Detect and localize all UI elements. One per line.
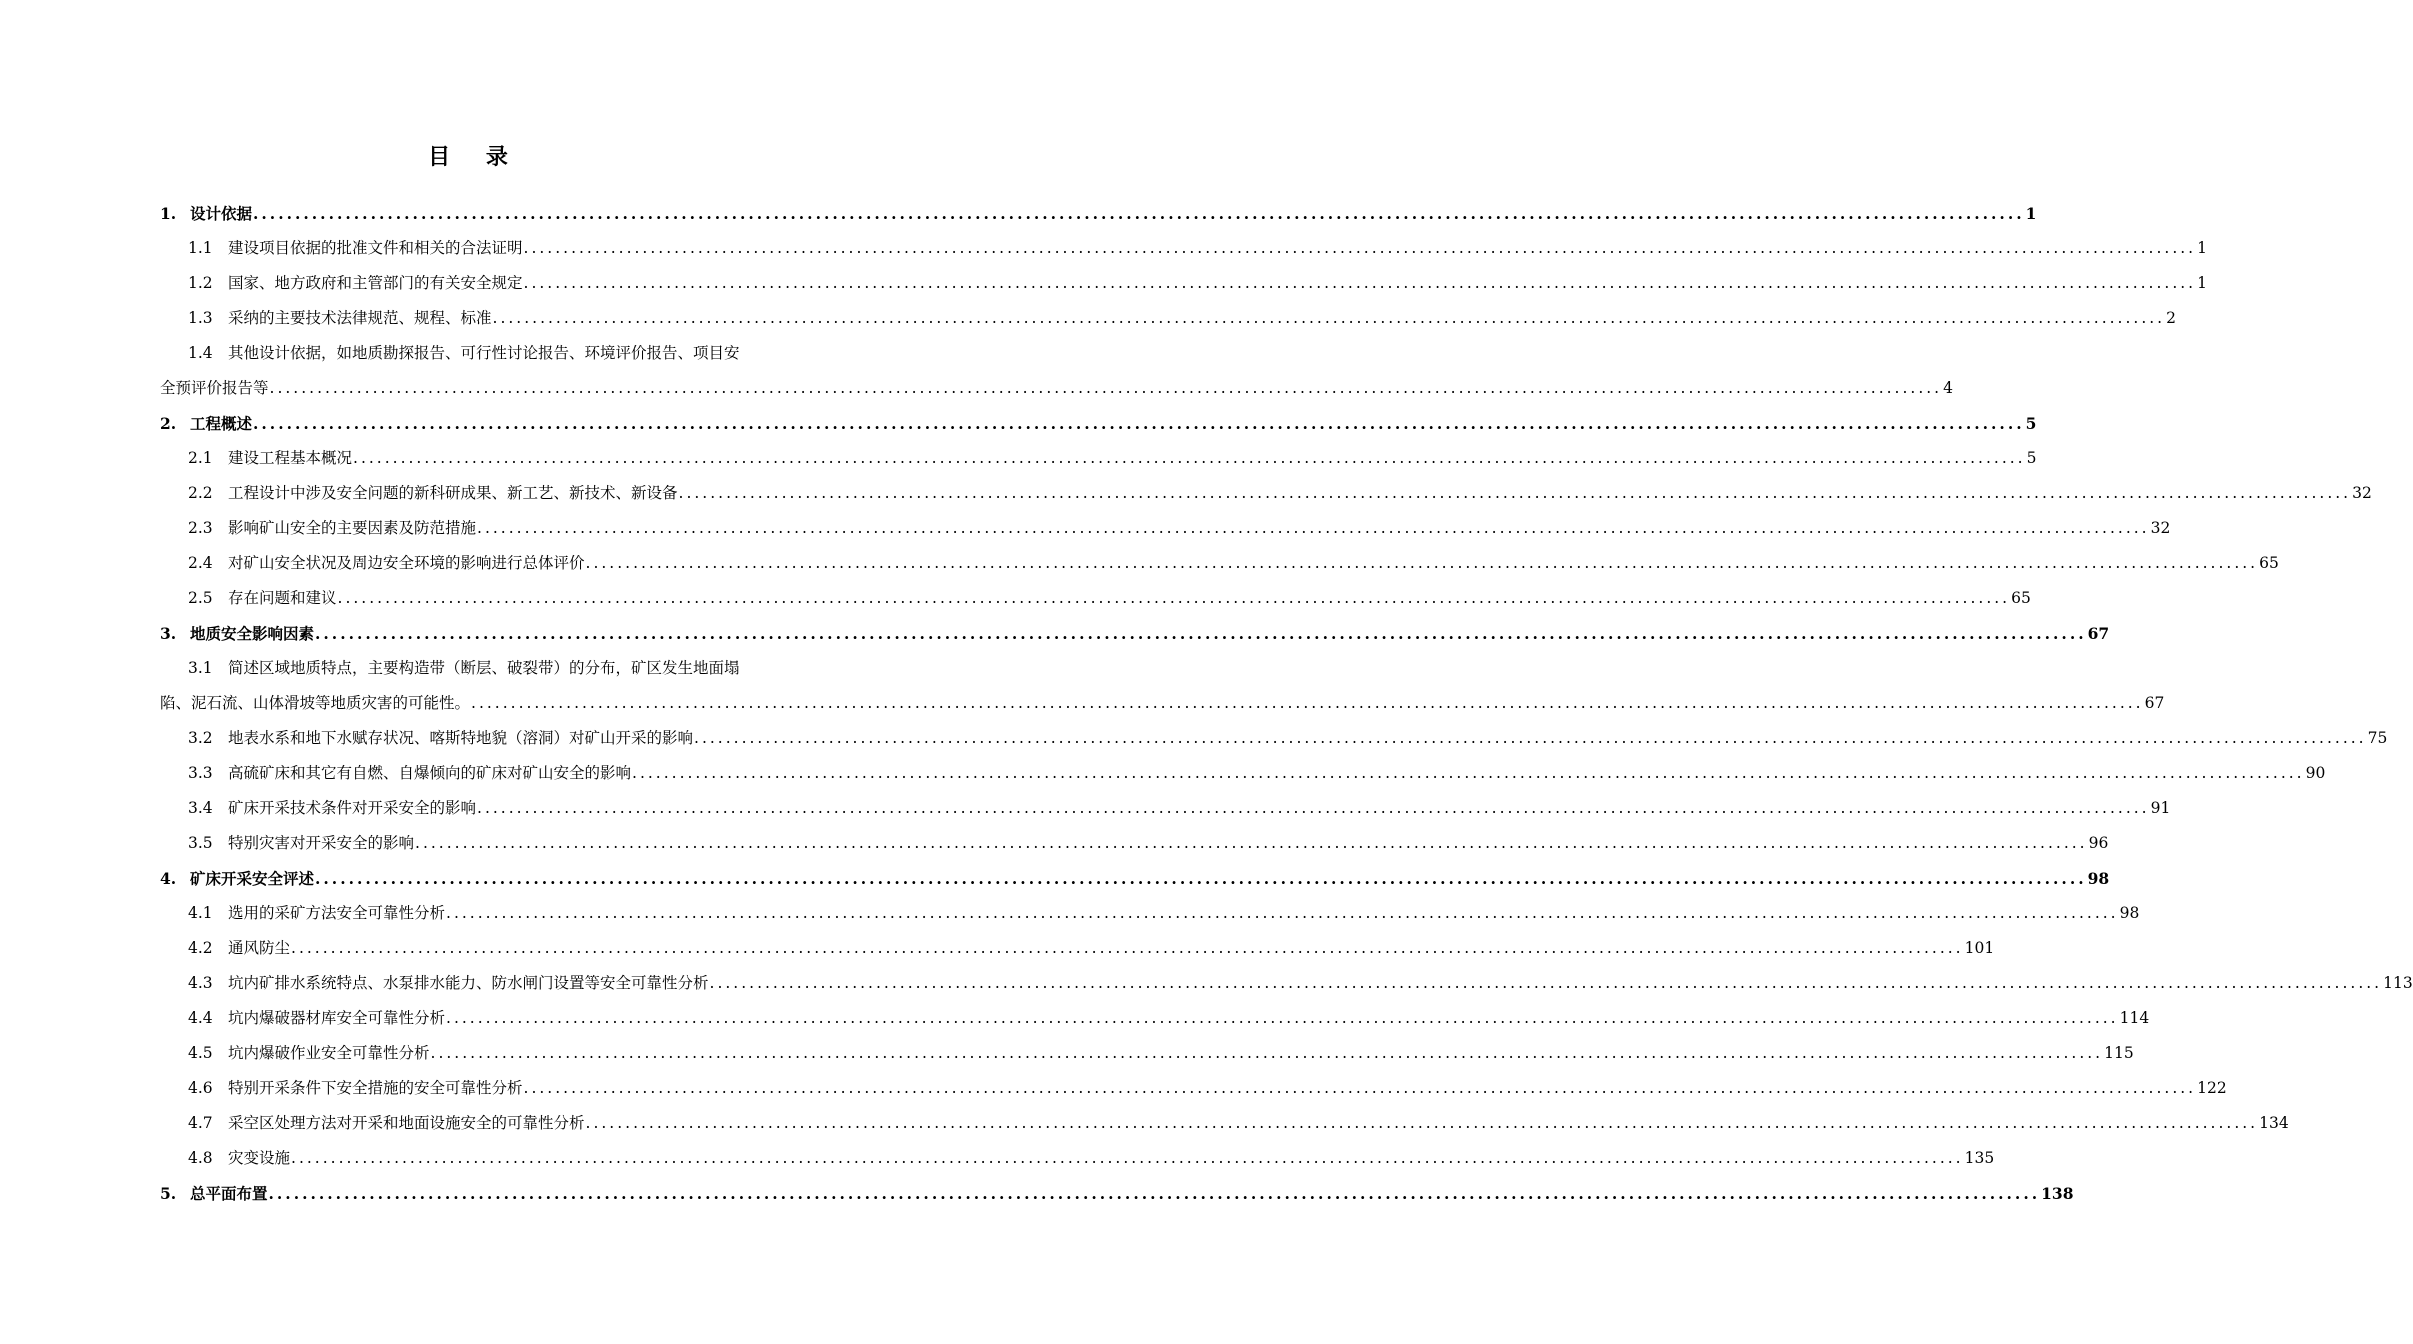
toc-entry-page-number: 115	[2104, 1044, 2134, 1062]
toc-entry-page-number: 5	[2025, 414, 2037, 433]
toc-entry-number: 3.2	[188, 729, 213, 747]
toc-dot-leader: ...................................................................................................................................................................................................................	[430, 1044, 2104, 1062]
toc-entry[interactable]	[160, 231, 2207, 266]
toc-entry-page-number: 98	[2087, 869, 2110, 888]
toc-entry[interactable]	[160, 581, 2031, 616]
toc-entry-label: 对矿山安全状况及周边安全环境的影响进行总体评价	[228, 554, 585, 572]
page-title: 目 录	[428, 144, 522, 170]
toc-dot-leader: ...................................................................................................................................................................................................................	[446, 1009, 2119, 1027]
table-of-contents	[160, 196, 2413, 1211]
toc-entry-number: 4.4	[188, 1009, 213, 1027]
toc-entry[interactable]	[160, 756, 2326, 791]
toc-entry-number: 3.4	[188, 799, 213, 817]
toc-entry-label: 地表水系和地下水赋存状况、喀斯特地貌（溶洞）对矿山开采的影响	[228, 729, 694, 747]
toc-entry-page-number: 1	[2197, 239, 2207, 257]
toc-entry-number: 4.7	[188, 1114, 213, 1132]
toc-entry-number: 4.6	[188, 1079, 213, 1097]
toc-entry[interactable]	[160, 406, 2037, 441]
toc-entry-label: 工程设计中涉及安全问题的新科研成果、新工艺、新技术、新设备	[228, 484, 678, 502]
toc-entry-label: 坑内爆破器材库安全可靠性分析	[228, 1009, 446, 1027]
toc-entry-label: 陷、泥石流、山体滑坡等地质灾害的可能性。	[160, 694, 471, 712]
toc-entry-number: 1.	[160, 204, 177, 223]
toc-entry-label: 坑内矿排水系统特点、水泵排水能力、防水闸门设置等安全可靠性分析	[228, 974, 709, 992]
toc-entry-label: 影响矿山安全的主要因素及防范措施	[228, 519, 477, 537]
toc-entry-page-number: 96	[2088, 834, 2109, 852]
toc-entry-label: 建设项目依据的批准文件和相关的合法证明	[228, 239, 523, 257]
toc-entry-label: 采纳的主要技术法律规范、规程、标准	[228, 309, 492, 327]
toc-entry-number: 2.	[160, 414, 177, 433]
toc-dot-leader: ...................................................................................................................................................................................................................	[694, 729, 2367, 747]
toc-entry-number: 3.1	[188, 659, 213, 677]
toc-entry-page-number: 138	[2041, 1184, 2074, 1203]
toc-entry[interactable]	[160, 966, 2413, 1001]
toc-entry-number: 2.5	[188, 589, 213, 607]
toc-entry-label: 设计依据	[190, 204, 253, 223]
toc-entry[interactable]	[160, 196, 2037, 231]
toc-entry[interactable]	[160, 861, 2110, 896]
toc-entry-label: 选用的采矿方法安全可靠性分析	[228, 904, 446, 922]
toc-entry-page-number: 101	[1964, 939, 1995, 957]
toc-entry[interactable]	[160, 476, 2372, 511]
toc-entry-number: 4.5	[188, 1044, 213, 1062]
toc-entry-page-number: 134	[2259, 1114, 2289, 1132]
toc-dot-leader: ...................................................................................................................................................................................................................	[477, 799, 2150, 817]
toc-entry-page-number: 91	[2150, 799, 2171, 817]
toc-entry-page-number: 1	[2197, 274, 2207, 292]
toc-dot-leader: ...................................................................................................................................................................................................................	[523, 274, 2197, 292]
toc-entry-number: 1.3	[188, 309, 213, 327]
toc-entry-number: 2.1	[188, 449, 213, 467]
toc-entry[interactable]	[160, 1141, 1995, 1176]
toc-entry-number: 2.4	[188, 554, 213, 572]
toc-entry-number: 4.3	[188, 974, 213, 992]
toc-dot-leader: ...................................................................................................................................................................................................................	[269, 379, 1943, 397]
toc-entry-page-number: 65	[2259, 554, 2279, 572]
toc-dot-leader: ...................................................................................................................................................................................................................	[268, 1184, 2041, 1203]
toc-entry-label: 建设工程基本概况	[228, 449, 353, 467]
toc-entry-number: 4.8	[188, 1149, 213, 1167]
toc-dot-leader: ...................................................................................................................................................................................................................	[632, 764, 2305, 782]
toc-entry-number: 3.	[160, 624, 177, 643]
toc-entry-number: 3.5	[188, 834, 213, 852]
toc-dot-leader: ...................................................................................................................................................................................................................	[253, 414, 2025, 433]
toc-entry[interactable]	[160, 1106, 2289, 1141]
toc-entry-first-line[interactable]	[160, 651, 860, 686]
toc-entry-page-number: 122	[2197, 1079, 2227, 1097]
toc-entry-number: 2.3	[188, 519, 213, 537]
toc-entry-label: 总平面布置	[190, 1184, 268, 1203]
toc-dot-leader: ...................................................................................................................................................................................................................	[523, 239, 2197, 257]
toc-entry-label: 其他设计依据，如地质勘探报告、可行性讨论报告、环境评价报告、项目安	[228, 344, 740, 362]
toc-entry[interactable]	[160, 1036, 2134, 1071]
toc-dot-leader: ...................................................................................................................................................................................................................	[492, 309, 2166, 327]
toc-entry[interactable]	[160, 931, 1995, 966]
toc-dot-leader: ...................................................................................................................................................................................................................	[337, 589, 2011, 607]
toc-entry-label: 采空区处理方法对开采和地面设施安全的可靠性分析	[228, 1114, 585, 1132]
toc-entry[interactable]	[160, 826, 2109, 861]
toc-dot-leader: ...................................................................................................................................................................................................................	[291, 939, 1964, 957]
toc-entry-label: 通风防尘	[228, 939, 291, 957]
toc-entry-page-number: 114	[2119, 1009, 2150, 1027]
toc-entry-label: 特别开采条件下安全措施的安全可靠性分析	[228, 1079, 523, 1097]
toc-entry[interactable]	[160, 1071, 2227, 1106]
toc-dot-leader: ...................................................................................................................................................................................................................	[678, 484, 2352, 502]
toc-entry-label: 存在问题和建议	[228, 589, 337, 607]
toc-entry-label: 特别灾害对开采安全的影响	[228, 834, 415, 852]
toc-entry-label: 国家、地方政府和主管部门的有关安全规定	[228, 274, 523, 292]
toc-dot-leader: ...................................................................................................................................................................................................................	[446, 904, 2119, 922]
toc-entry-page-number: 113	[2383, 974, 2413, 992]
toc-entry-first-line[interactable]	[160, 336, 860, 371]
toc-dot-leader: ...................................................................................................................................................................................................................	[353, 449, 2026, 467]
toc-dot-leader: ...................................................................................................................................................................................................................	[415, 834, 2088, 852]
toc-entry[interactable]	[160, 1001, 2150, 1036]
toc-entry-number: 3.3	[188, 764, 213, 782]
toc-entry-label: 地质安全影响因素	[190, 624, 315, 643]
toc-entry-page-number: 1	[2025, 204, 2037, 223]
toc-entry[interactable]	[160, 511, 2171, 546]
toc-entry-label: 全预评价报告等	[160, 379, 269, 397]
toc-entry[interactable]	[160, 546, 2279, 581]
toc-dot-leader: ...................................................................................................................................................................................................................	[709, 974, 2383, 992]
toc-entry-label: 矿床开采技术条件对开采安全的影响	[228, 799, 477, 817]
toc-dot-leader: ...................................................................................................................................................................................................................	[291, 1149, 1964, 1167]
toc-entry-label: 简述区域地质特点，主要构造带（断层、破裂带）的分布，矿区发生地面塌	[228, 659, 740, 677]
toc-entry-label: 灾变设施	[228, 1149, 291, 1167]
toc-entry-page-number: 98	[2119, 904, 2140, 922]
toc-dot-leader: ...................................................................................................................................................................................................................	[253, 204, 2025, 223]
toc-entry-number: 1.2	[188, 274, 213, 292]
toc-entry-page-number: 65	[2011, 589, 2031, 607]
toc-dot-leader: ...................................................................................................................................................................................................................	[585, 1114, 2259, 1132]
toc-entry[interactable]	[160, 301, 2176, 336]
toc-entry-page-number: 32	[2352, 484, 2372, 502]
toc-entry-label: 坑内爆破作业安全可靠性分析	[228, 1044, 430, 1062]
toc-dot-leader: ...................................................................................................................................................................................................................	[315, 869, 2087, 888]
toc-entry-number: 4.2	[188, 939, 213, 957]
toc-dot-leader: ...................................................................................................................................................................................................................	[471, 694, 2144, 712]
toc-dot-leader: ...................................................................................................................................................................................................................	[585, 554, 2259, 572]
toc-entry-number: 1.1	[188, 239, 213, 257]
toc-entry-page-number: 135	[1964, 1149, 1995, 1167]
toc-entry-number: 4.1	[188, 904, 213, 922]
toc-entry-page-number: 75	[2367, 729, 2388, 747]
toc-entry[interactable]	[160, 616, 2110, 651]
toc-entry[interactable]	[160, 721, 2388, 756]
toc-entry[interactable]	[160, 896, 2140, 931]
toc-dot-leader: ...................................................................................................................................................................................................................	[523, 1079, 2197, 1097]
toc-entry-number: 4.	[160, 869, 177, 888]
toc-entry-label: 工程概述	[190, 414, 253, 433]
toc-dot-leader: ...................................................................................................................................................................................................................	[477, 519, 2150, 537]
toc-entry-page-number: 67	[2144, 694, 2165, 712]
toc-entry-page-number: 90	[2305, 764, 2326, 782]
toc-entry-label: 矿床开采安全评述	[190, 869, 315, 888]
toc-dot-leader: ...................................................................................................................................................................................................................	[315, 624, 2087, 643]
toc-entry-continuation[interactable]	[160, 686, 2165, 721]
toc-entry-page-number: 67	[2087, 624, 2110, 643]
toc-entry-page-number: 32	[2150, 519, 2171, 537]
toc-entry-page-number: 4	[1943, 379, 1953, 397]
toc-entry[interactable]	[160, 441, 2037, 476]
toc-entry[interactable]	[160, 266, 2207, 301]
toc-entry[interactable]	[160, 791, 2171, 826]
toc-entry-number: 2.2	[188, 484, 213, 502]
toc-entry-number: 1.4	[188, 344, 213, 362]
toc-entry[interactable]	[160, 1176, 2074, 1211]
toc-entry-label: 高硫矿床和其它有自燃、自爆倾向的矿床对矿山安全的影响	[228, 764, 632, 782]
toc-entry-page-number: 2	[2166, 309, 2176, 327]
toc-entry-page-number: 5	[2026, 449, 2037, 467]
toc-entry-number: 5.	[160, 1184, 177, 1203]
toc-entry-continuation[interactable]	[160, 371, 1953, 406]
